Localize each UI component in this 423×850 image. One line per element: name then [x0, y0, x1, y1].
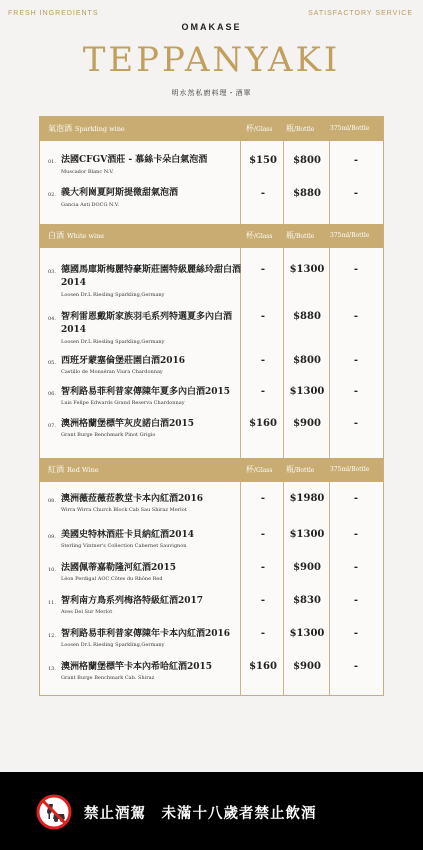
- wine-name-zh: 澳洲薇菈薇菈教堂卡本內紅酒2016: [61, 494, 204, 504]
- item-number: 04.: [48, 316, 56, 322]
- wine-name-zh: 智利路易菲利普家傳陳年夏多內白酒2015: [61, 387, 231, 397]
- wine-name-en: Loosen Dr.L Riesling Sparkling,Germany: [61, 339, 165, 345]
- wine-name-en: Muscador Blanc N.V.: [61, 169, 114, 175]
- top-left-tag: FRESH INGREDIENTS: [8, 10, 99, 17]
- section-header-white: [40, 224, 383, 248]
- wine-name-zh: 法國佩蒂嘉勒隆河紅酒2015: [61, 563, 177, 573]
- half-bottle-price: -: [353, 529, 359, 540]
- item-number: 08.: [48, 498, 56, 504]
- section-title: 白酒 White wine: [48, 231, 105, 240]
- wine-name-en: Grant Burge Benchmark Pinot Grigio: [61, 432, 156, 438]
- glass-price: -: [260, 529, 266, 540]
- brand-caption: 明水然私廚料理・酒單: [171, 89, 252, 97]
- half-bottle-price: -: [353, 355, 359, 366]
- item-number: 12.: [48, 633, 56, 639]
- glass-price: $160: [249, 418, 277, 429]
- wine-name-en: Grant Burge Benchmark Cab. Shiraz: [61, 675, 155, 681]
- bottle-price: $880: [293, 188, 321, 199]
- item-number: 07.: [48, 423, 56, 429]
- column-divider: [240, 117, 241, 695]
- wine-name-zh: 法國CFGV酒莊 - 慕絲卡朵白氣泡酒: [61, 155, 208, 165]
- wine-name-zh: 澳洲格蘭堡標竿卡本內希哈紅酒2015: [61, 662, 213, 672]
- wine-name-zh: 智利南方鳥系列梅洛特級紅酒2017: [61, 596, 204, 606]
- item-number: 13.: [48, 666, 56, 672]
- wine-list: [39, 116, 384, 696]
- brand-title: TEPPANYAKI: [82, 40, 341, 80]
- bottle-header: 瓶/Bottle: [286, 231, 315, 240]
- bottle-price: $1300: [289, 529, 325, 540]
- bottle-price: $830: [293, 595, 321, 606]
- item-number: 01.: [48, 159, 56, 165]
- glass-price: -: [260, 628, 266, 639]
- glass-header: 杯/Glass: [246, 465, 273, 474]
- bottle-price: $1300: [289, 386, 325, 397]
- glass-header: 杯/Glass: [246, 231, 273, 240]
- half-bottle-header: 375ml/Bottle: [330, 466, 370, 473]
- bottle-header: 瓶/Bottle: [286, 124, 315, 133]
- bottle-price: $1980: [289, 493, 325, 504]
- glass-price: $160: [249, 661, 277, 672]
- item-number: 09.: [48, 534, 56, 540]
- bottle-price: $800: [293, 355, 321, 366]
- warning-footer: [0, 772, 423, 850]
- top-bar: [0, 0, 423, 20]
- wine-name-en: Wirra Wirra Church Block Cab Sau Shiraz Merlot: [61, 507, 187, 513]
- glass-header: 杯/Glass: [246, 124, 273, 133]
- half-bottle-price: -: [353, 595, 359, 606]
- glass-price: -: [260, 493, 266, 504]
- wine-name-en: Loosen Dr.L Riesling Sparkling,Germany: [61, 292, 165, 298]
- item-number: 10.: [48, 567, 56, 573]
- column-divider: [329, 117, 330, 695]
- section-title: 紅酒 Red Wine: [48, 465, 99, 474]
- bottle-price: $900: [293, 418, 321, 429]
- half-bottle-price: -: [353, 661, 359, 672]
- wine-name-en: Castillo de Monséran Viura Chardonnay: [61, 369, 163, 375]
- column-divider: [283, 117, 284, 695]
- half-bottle-price: -: [353, 628, 359, 639]
- glass-price: -: [260, 355, 266, 366]
- no-drink-driving-icon: [36, 794, 72, 830]
- wine-name-en: Aves Del Sur Merlot: [61, 609, 113, 615]
- bottle-price: $1300: [289, 628, 325, 639]
- half-bottle-header: 375ml/Bottle: [330, 125, 370, 132]
- half-bottle-price: -: [353, 386, 359, 397]
- bottle-price: $900: [293, 562, 321, 573]
- wine-name-en: Gancia Asti DOCG N.V.: [61, 202, 120, 208]
- wine-name-zh: 智利雷恩戴斯家族羽毛系列特選夏多內白酒2014: [61, 312, 233, 335]
- glass-price: -: [260, 595, 266, 606]
- warning-text: 禁止酒駕 未滿十八歲者禁止飲酒: [84, 806, 317, 822]
- glass-price: -: [260, 264, 266, 275]
- item-number: 05.: [48, 360, 56, 366]
- bottle-price: $800: [293, 155, 321, 166]
- item-number: 11.: [48, 600, 56, 606]
- bottle-price: $880: [293, 311, 321, 322]
- top-right-tag: SATISFACTORY SERVICE: [308, 10, 413, 17]
- half-bottle-price: -: [353, 418, 359, 429]
- glass-price: $150: [249, 155, 277, 166]
- half-bottle-price: -: [353, 188, 359, 199]
- wine-name-en: Sterling Vintner's Collection Cabernet Sauvignon: [61, 543, 187, 549]
- wine-name-zh: 義大利崗夏阿斯提微甜氣泡酒: [61, 188, 179, 198]
- half-bottle-price: -: [353, 562, 359, 573]
- half-bottle-price: -: [353, 311, 359, 322]
- wine-name-zh: 美國史特林酒莊卡貝納紅酒2014: [61, 530, 195, 540]
- bottle-header: 瓶/Bottle: [286, 465, 315, 474]
- section-header-red: [40, 458, 383, 482]
- wine-name-zh: 西班牙蒙塞倫堡莊園白酒2016: [61, 356, 186, 366]
- half-bottle-price: -: [353, 155, 359, 166]
- glass-price: -: [260, 188, 266, 199]
- section-title: 氣泡酒 Sparkling wine: [48, 124, 125, 133]
- item-number: 06.: [48, 391, 56, 397]
- bottle-price: $900: [293, 661, 321, 672]
- brand-subtitle: OMAKASE: [181, 22, 242, 32]
- wine-name-en: Léon Perdigal AOC Côtes du Rhône Red: [61, 576, 163, 582]
- bottle-price: $1300: [289, 264, 325, 275]
- item-number: 02.: [48, 192, 56, 198]
- wine-name-en: Luis Felipe Edwards Grand Reserva Chardonnay: [61, 400, 185, 406]
- wine-name-zh: 智利路易菲利普家傳陳年卡本內紅酒2016: [61, 629, 231, 639]
- wine-name-zh: 德國馬庫斯梅麗特豪斯莊園特級麗絲玲甜白酒2014: [61, 265, 242, 288]
- item-number: 03.: [48, 269, 56, 275]
- half-bottle-price: -: [353, 264, 359, 275]
- glass-price: -: [260, 311, 266, 322]
- half-bottle-price: -: [353, 493, 359, 504]
- wine-name-en: Loosen Dr.L Riesling Sparkling,Germany: [61, 642, 165, 648]
- section-header-sparkling: [40, 117, 383, 141]
- glass-price: -: [260, 386, 266, 397]
- wine-name-zh: 澳洲格蘭堡標竿灰皮諾白酒2015: [61, 419, 195, 429]
- half-bottle-header: 375ml/Bottle: [330, 232, 370, 239]
- glass-price: -: [260, 562, 266, 573]
